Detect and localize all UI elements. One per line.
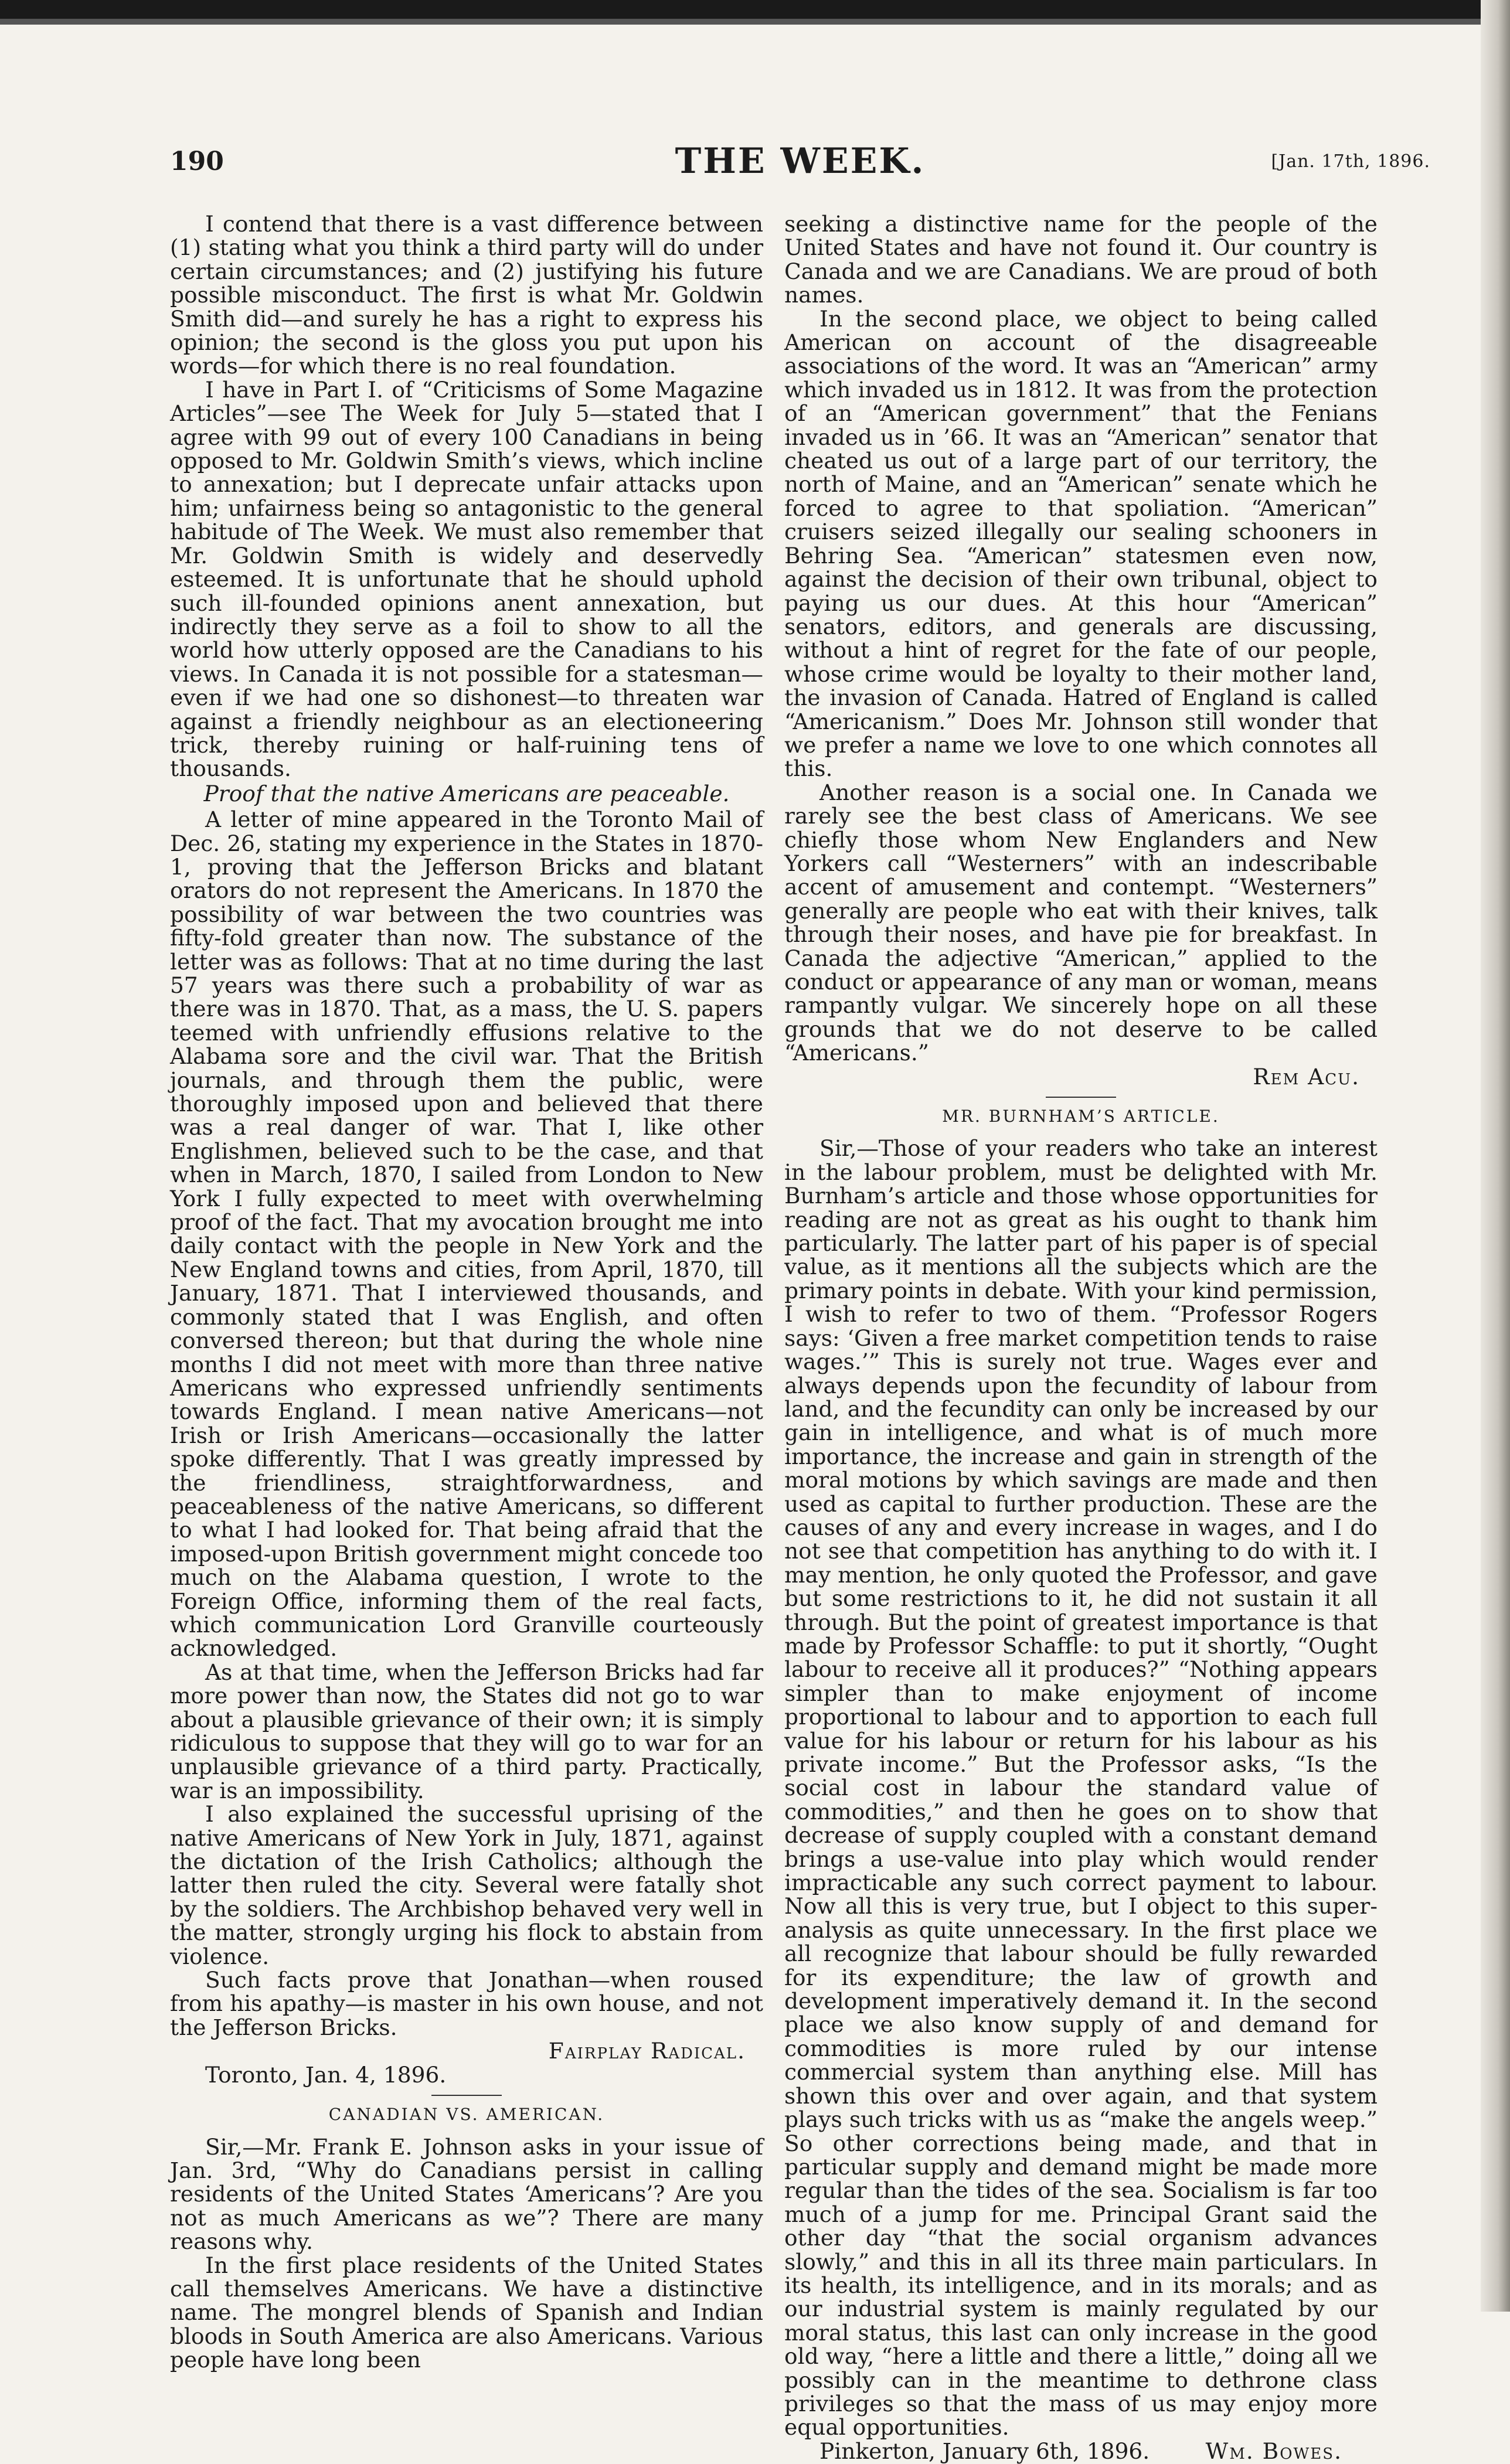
paragraph: In the second place, we object to being called American on account of the disagreeable associations of the word. It was an “American” army which invaded us in 1812. It was from the protection of an “American government” that the Fenians invaded us in ’66. It was an “American” senator that cheated us out of a large part of our territory, the north of Maine, and an “American” senate which he forced to agree to that spoliation. “American” cruisers seized illegally our sealing schooners in Behring Sea. “American” statesmen even now, against the decision of their own tribunal, object to paying us our dues. At this hour “American” senators, editors, and generals are discussing, without a hint of regret for the fate of our people, whose crime would be loyalty to their mother land, the invasion of Canada. Hatred of England is called “Americanism.” Does Mr. Johnson still wonder that we prefer a name we love to one which connotes all this. (784, 305, 1378, 782)
paragraph: Sir,—Those of your readers who take an interest in the labour problem, must be delighted with Mr. Burnham’s article and those whose opportunities for reading are not as great as his ought to thank him particularly. The latter part of his paper is of special value, as it mentions all the subjects which are the primary points in debate. With your kind permission, I wish to refer to two of them. “Professor Rogers says: ‘Given a free market competition tends to raise wages.’” This is surely not true. Wages ever and always depends upon the fecundity of labour from land, and the fecundity can only be increased by our gain in intelligence, and what is of much more importance, the increase and gain in strength of the moral motions by which savings are made and then used as capital to further production. These are the causes of any and every increase in wages, and I do not see that competition has anything to do with it. I may mention, he only quoted the Professor, and gave but some restrictions to it, he did not sustain it all through. But the point of greatest importance is that made by Professor Schaffle: to put it shortly, “Ought labour to receive all it produces?” “Nothing appears simpler than to make enjoyment of income proportional to labour and to apportion to each full value for his labour or return for his labour as his private income.” But the Professor asks, “Is the social cost in labour the standard value of commodities,” and then he goes on to show that decrease of supply coupled with a constant demand brings a use-value into play which would render impracticable any such correct payment to labour. Now all this is very true, but I object to this super-analysis as quite unnecessary. In the first place we all recognize that labour should be fully rewarded for its expenditure; the law of growth and development imperatively demand it. In the second place we also know supply of and demand for commodities is more ruled by our intense commercial system than anything else. Mill has shown this over and over again, and that system plays such tricks with us as “make the angels weep.” So other corrections being made, and that in particular supply and demand might be made more regular than the tides of the sea. Socialism is far too much of a jump for me. Principal Grant said the other day “that the social organism advances slowly,” and this in all its three main particulars. In its health, its intelligence, and in its morals; and as our industrial system is mainly regulated by our moral status, this last can only increase in the good old way, “here a little and there a little,” doing all we possibly can in the meantime to dethrone class privileges so that the mass of us may enjoy more equal opportunities. (784, 1135, 1378, 2441)
paragraph: Such facts prove that Jonathan—when roused from his apathy—is master in his own house, and not the Jefferson Bricks. (170, 1967, 763, 2040)
page-number: 190 (170, 147, 224, 176)
signature: Wm. Bowes. (1205, 2438, 1342, 2464)
masthead-title: THE WEEK. (675, 141, 926, 182)
divider (431, 2095, 502, 2096)
divider (1046, 1097, 1116, 1098)
paragraph: I also explained the successful uprising of the native Americans of New York in July, 1871, against the dictation of the Irish Catholics; although the latter then ruled the city. Several were fatally shot by the soldiers. The Archbishop behaved very well in the matter, strongly urging his flock to abstain from violence. (170, 1801, 763, 1969)
paragraph: Sir,—Mr. Frank E. Johnson asks in your issue of Jan. 3rd, “Why do Canadians persist in calling residents of the United States ‘Americans’? Are you not as much Americans as we”? There are many reasons why. (170, 2133, 763, 2255)
paragraph: I have in Part I. of “Criticisms of Some Magazine Articles”—see The Week for July 5—stated that I agree with 99 out of every 100 Canadians in being opposed to Mr. Goldwin Smith’s views, which incline to annexation; but I deprecate unfair attacks upon him; unfairness being so antagonistic to the general habitude of The Week. We must also remember that Mr. Goldwin Smith is widely and deservedly esteemed. It is unfortunate that he should uphold such ill-founded opinions anent annexation, but indirectly they serve as a foil to show to all the world how utterly opposed are the Canadians to his views. In Canada it is not possible for a statesman—even if we had one so dishonest—to threaten war against a friendly neighbour as an electioneering trick, thereby ruining or half-ruining tens of thousands. (170, 376, 763, 782)
dateline: Pinkerton, January 6th, 1896. (819, 2438, 1150, 2464)
section-heading: MR. BURNHAM’S ARTICLE. (942, 1107, 1220, 1127)
section-heading: CANADIAN VS. AMERICAN. (328, 2105, 605, 2125)
issue-date: [Jan. 17th, 1896. (1271, 151, 1430, 172)
paragraph: In the first place residents of the United States call themselves Americans. We have a distinctive name. The mongrel blends of Spanish and Indian bloods in South America are also Americans. Various people have long been (170, 2252, 763, 2373)
scan-top-shadow (0, 19, 1510, 25)
paragraph: A letter of mine appeared in the Toronto Mail of Dec. 26, stating my experience in the States in 1870-1, proving that the Jefferson Bricks and blatant orators do not represent the Americans. In 1870 the possibility of war between the two countries was fifty-fold greater than now. The substance of the letter was as follows: That at no time during the last 57 years was there such a probability of war as there was in 1870. That, as a mass, the U. S. papers teemed with unfriendly effusions relative to the Alabama sore and the civil war. That the British journals, and through them the public, were thoroughly imposed upon and believed that there was a real danger of war. That I, like other Englishmen, believed such to be the case, and that when in March, 1870, I sailed from London to New York I fully expected to meet with overwhelming proof of the fact. That my avocation brought me into daily contact with the people in New York and the New England towns and cities, from April, 1870, till January, 1871. That I interviewed thousands, and commonly stated that I was English, and often conversed thereon; but that during the whole nine months I did not meet with more than three native Americans who expressed unfriendly sentiments towards England. I mean native Americans—not Irish or Irish Americans—occasionally the latter spoke differently. That I was greatly impressed by the friendliness, straightforwardness, and peaceableness of the native Americans, so different to what I had looked for. That being afraid that the imposed-upon British government might concede too much on the Alabama question, I wrote to the Foreign Office, informing them of the real facts, which communication Lord Granville courteously acknowledged. (170, 806, 763, 1662)
paragraph: As at that time, when the Jefferson Bricks had far more power than now, the States did not go to war about a plausible grievance of their own; it is simply ridiculous to suppose that they will go to war for an unplausible grievance of a third party. Practically, war is an impossibility. (170, 1659, 763, 1803)
signature: Rem Acu. (1253, 1063, 1360, 1090)
paragraph: seeking a distinctive name for the people of the United States and have not found it. Our country is Canada and we are Canadians. We are proud of both names. (784, 211, 1378, 308)
subheading: Proof that the native Americans are peaceable. (203, 780, 730, 806)
scan-top-border (0, 0, 1510, 19)
signature: Fairplay Radical. (548, 2038, 746, 2064)
dateline: Toronto, Jan. 4, 1896. (205, 2061, 447, 2088)
paragraph: I contend that there is a vast difference between (1) stating what you think a third party will do under certain circumstances; and (2) justifying his future possible misconduct. The first is what Mr. Goldwin Smith did—and surely he has a right to express his opinion; the second is the gloss you put upon his words—for which there is no real foundation. (170, 211, 763, 379)
page-header (170, 141, 1430, 188)
paragraph: Another reason is a social one. In Canada we rarely see the best class of Americans. We see chiefly those whom New Englanders and New Yorkers call “Westerners” with an indescribable accent of amusement and contempt. “Westerners” generally are people who eat with their knives, talk through their noses, and have pie for breakfast. In Canada the adjective “American,” applied to the conduct or appearance of any man or woman, means rampantly vulgar. We sincerely hope on all these grounds that we do not deserve to be called “Americans.” (784, 779, 1378, 1066)
left-column (170, 212, 763, 2372)
scan-right-edge (1481, 0, 1510, 2312)
closing-line (784, 2439, 1378, 2463)
right-column (784, 212, 1378, 2463)
